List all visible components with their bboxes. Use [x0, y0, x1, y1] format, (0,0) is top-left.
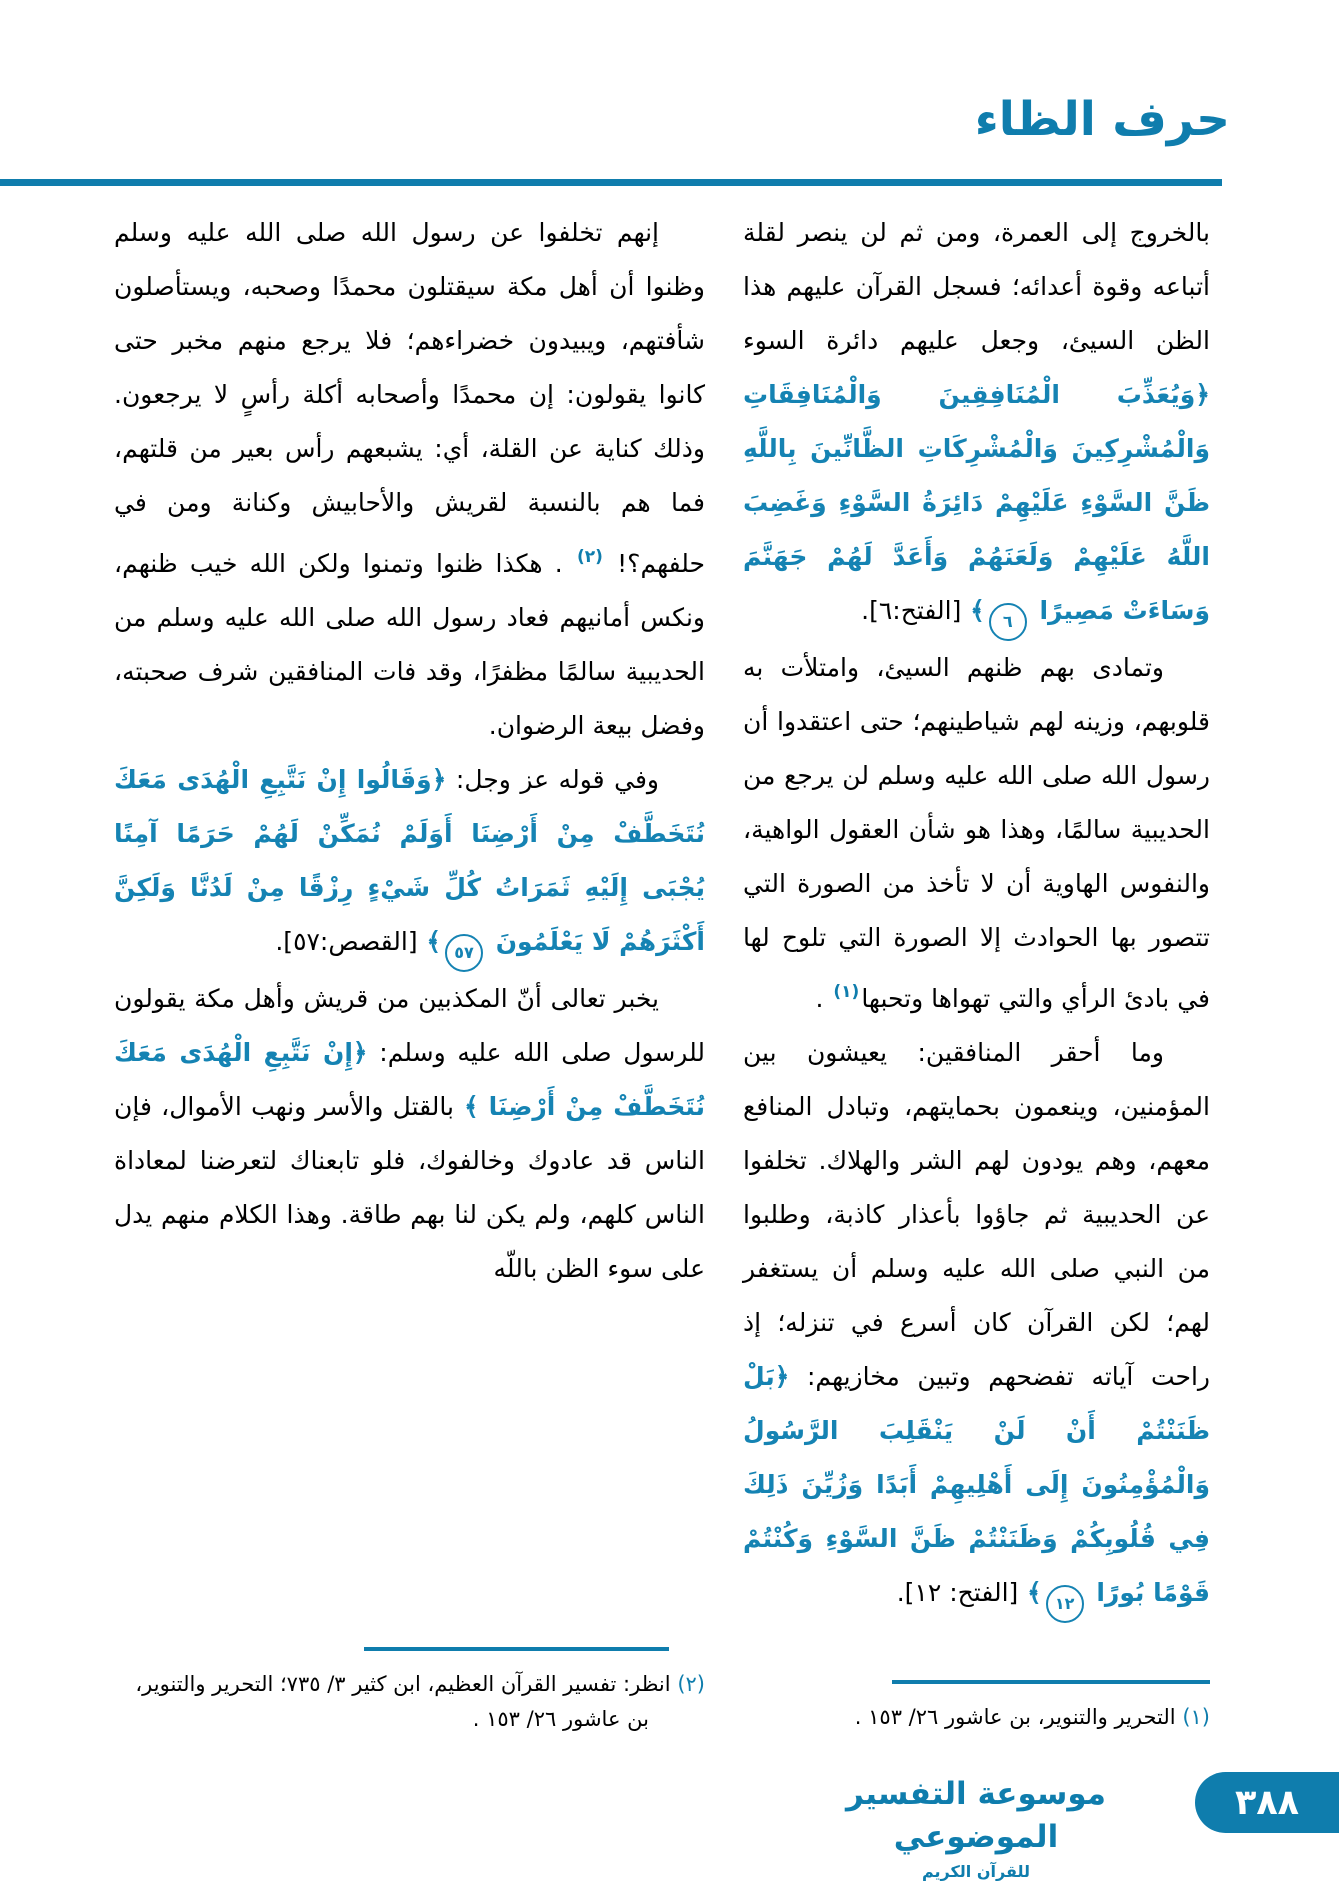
body-text: وما أحقر المنافقين: يعيشون بين المؤمنين، وينعمون بحمايتهم، وتبادل المنافع معهم، وهم يودون لهم الشر والهلاك. تخلفوا عن الحديبية ثم جاؤوا بأعذار كاذبة، وطلبوا من النبي صلى الله عليه وسلم أن يستغفر لهم؛ لكن القرآن كان أسرع في تنزله؛ إذ راحت آياته تفضحهم وتبين مخازيهم: — [743, 1038, 1210, 1391]
header-rule — [0, 179, 1222, 186]
footnote-text: انظر: تفسير القرآن العظيم، ابن كثير ٣/ ٧٣٥؛ التحرير والتنوير، بن عاشور ٢٦/ ١٥٣ . — [135, 1672, 671, 1731]
footnote-separator — [364, 1647, 669, 1651]
footnotes-right — [743, 1680, 1210, 1735]
paragraph — [114, 206, 705, 753]
chapter-title: حرف الظاء — [974, 92, 1230, 147]
page-number: ٣٨٨ — [1234, 1782, 1300, 1823]
footnote-ref: (١) — [833, 982, 860, 1002]
quran-verse: ﴿إِنْ نَتَّبِعِ الْهُدَى مَعَكَ نُتَخَطَّفْ مِنْ أَرْضِنَا ﴾ — [114, 1038, 706, 1121]
publisher-logo — [845, 1773, 1107, 1881]
body-text: بالقتل والأسر ونهب الأموال، فإن الناس قد عادوك وخالفوك، فلو تابعناك لتعرضنا لمعاداة الناس كلهم، ولم يكن لنا بهم طاقة. وهذا الكلام منهم يدل على سوء الظن باللّه — [114, 1092, 705, 1283]
column-left-text — [114, 206, 705, 1296]
footnote-separator — [892, 1680, 1210, 1684]
publisher-logo-title: موسوعة التفسير الموضوعي — [845, 1776, 1107, 1856]
body-text: بالخروج إلى العمرة، ومن ثم لن ينصر لقلة أتباعه وقوة أعدائه؛ فسجل القرآن عليهم هذا الظن السيئ، وجعل عليهم دائرة السوء — [743, 218, 1210, 355]
quran-verse: ﴿بَلْ ظَنَنْتُمْ أَنْ لَنْ يَنْقَلِبَ الرَّسُولُ وَالْمُؤْمِنُونَ إِلَى أَهْلِيهِمْ أَبَدًا وَزُيِّنَ ذَلِكَ فِي قُلُوبِكُمْ وَظَنَنْتُمْ ظَنَّ السَّوْءِ وَكُنْتُمْ قَوْمًا بُورًا — [743, 1362, 1210, 1607]
ayah-number: ٦ — [989, 603, 1027, 641]
body-text: وفي قوله عز وجل: — [446, 765, 659, 794]
page-number-badge — [1195, 1772, 1339, 1833]
footnote-text: التحرير والتنوير، بن عاشور ٢٦/ ١٥٣ . — [854, 1705, 1176, 1729]
footnote-marker: (٢) — [677, 1672, 705, 1696]
paragraph — [743, 206, 1210, 641]
ayah-number: ١٢ — [1046, 1585, 1084, 1623]
quran-verse: ﴾ — [1018, 1578, 1042, 1607]
body-text: إنهم تخلفوا عن رسول الله صلى الله عليه وسلم وظنوا أن أهل مكة سيقتلون محمدًا وصحبه، ويستأصلون شأفتهم، ويبيدون خضراءهم؛ فلا يرجع منهم مخبر حتى كانوا يقولون: إن محمدًا وأصحابه أكلة رأسٍ لا يرجعون. وذلك كناية عن القلة، أي: يشبعهم رأس بعير من قلتهم، فما هم بالنسبة لقريش والأحابيش وكنانة ومن في حلفهم؟! — [114, 218, 705, 578]
body-text: [الفتح:٦]. — [861, 596, 962, 625]
body-text: [الفتح: ١٢]. — [896, 1578, 1019, 1607]
footnote-ref: (٢) — [576, 547, 603, 567]
quran-verse: ﴿وَقَالُوا إِنْ نَتَّبِعِ الْهُدَى مَعَكَ نُتَخَطَّفْ مِنْ أَرْضِنَا أَوَلَمْ نُمَكِّنْ لَهُمْ حَرَمًا آمِنًا يُجْبَى إِلَيْهِ ثَمَرَاتُ كُلِّ شَيْءٍ رِزْقًا مِنْ لَدُنَّا وَلَكِنَّ أَكْثَرَهُمْ لَا يَعْلَمُونَ — [114, 765, 705, 956]
footnotes-left — [114, 1647, 705, 1737]
paragraph — [114, 972, 705, 1296]
body-text: [القصص:٥٧]. — [275, 927, 418, 956]
paragraph — [743, 1026, 1210, 1623]
paragraph — [114, 753, 705, 972]
publisher-logo-subtitle: للقرآن الكريم — [921, 1861, 1031, 1881]
quran-verse: ﴿وَيُعَذِّبَ الْمُنَافِقِينَ وَالْمُنَافِقَاتِ وَالْمُشْرِكِينَ وَالْمُشْرِكَاتِ الظَّانِّينَ بِاللَّهِ ظَنَّ السَّوْءِ عَلَيْهِمْ دَائِرَةُ السَّوْءِ وَغَضِبَ اللَّهُ عَلَيْهِمْ وَلَعَنَهُمْ وَأَعَدَّ لَهُمْ جَهَنَّمَ وَسَاءَتْ مَصِيرًا — [743, 380, 1210, 625]
footnote — [743, 1700, 1210, 1735]
body-text: وتمادى بهم ظنهم السيئ، وامتلأت به قلوبهم، وزينه لهم شياطينهم؛ حتى اعتقدوا أن رسول الله صلى الله عليه وسلم لن يرجع من الحديبية سالمًا، وهذا هو شأن العقول الواهية، والنفوس الهاوية أن لا تأخذ من الصورة التي تتصور بها الحوادث إلا الصورة التي تلوح لها في بادئ الرأي والتي تهواها وتحبها — [743, 653, 1210, 1013]
paragraph — [743, 641, 1210, 1026]
column-left — [114, 206, 705, 1296]
body-text: يخبر تعالى أنّ المكذبين من قريش وأهل مكة يقولون للرسول صلى الله عليه وسلم: — [114, 984, 705, 1067]
footnote-marker: (١) — [1182, 1705, 1210, 1729]
body-text: . — [815, 984, 832, 1013]
ayah-number: ٥٧ — [445, 934, 483, 972]
footnote — [114, 1667, 705, 1737]
quran-verse: ﴾ — [417, 927, 441, 956]
column-right — [743, 206, 1210, 1623]
body-text: . هكذا ظنوا وتمنوا ولكن الله خيب ظنهم، ونكس أمانيهم فعاد رسول الله صلى الله عليه وسلم من الحديبية سالمًا مظفرًا، وقد فات المنافقين شرف صحبته، وفضل بيعة الرضوان. — [114, 549, 705, 740]
quran-verse: ﴾ — [961, 596, 985, 625]
column-right-text — [743, 206, 1210, 1623]
page-columns — [114, 206, 1210, 1623]
